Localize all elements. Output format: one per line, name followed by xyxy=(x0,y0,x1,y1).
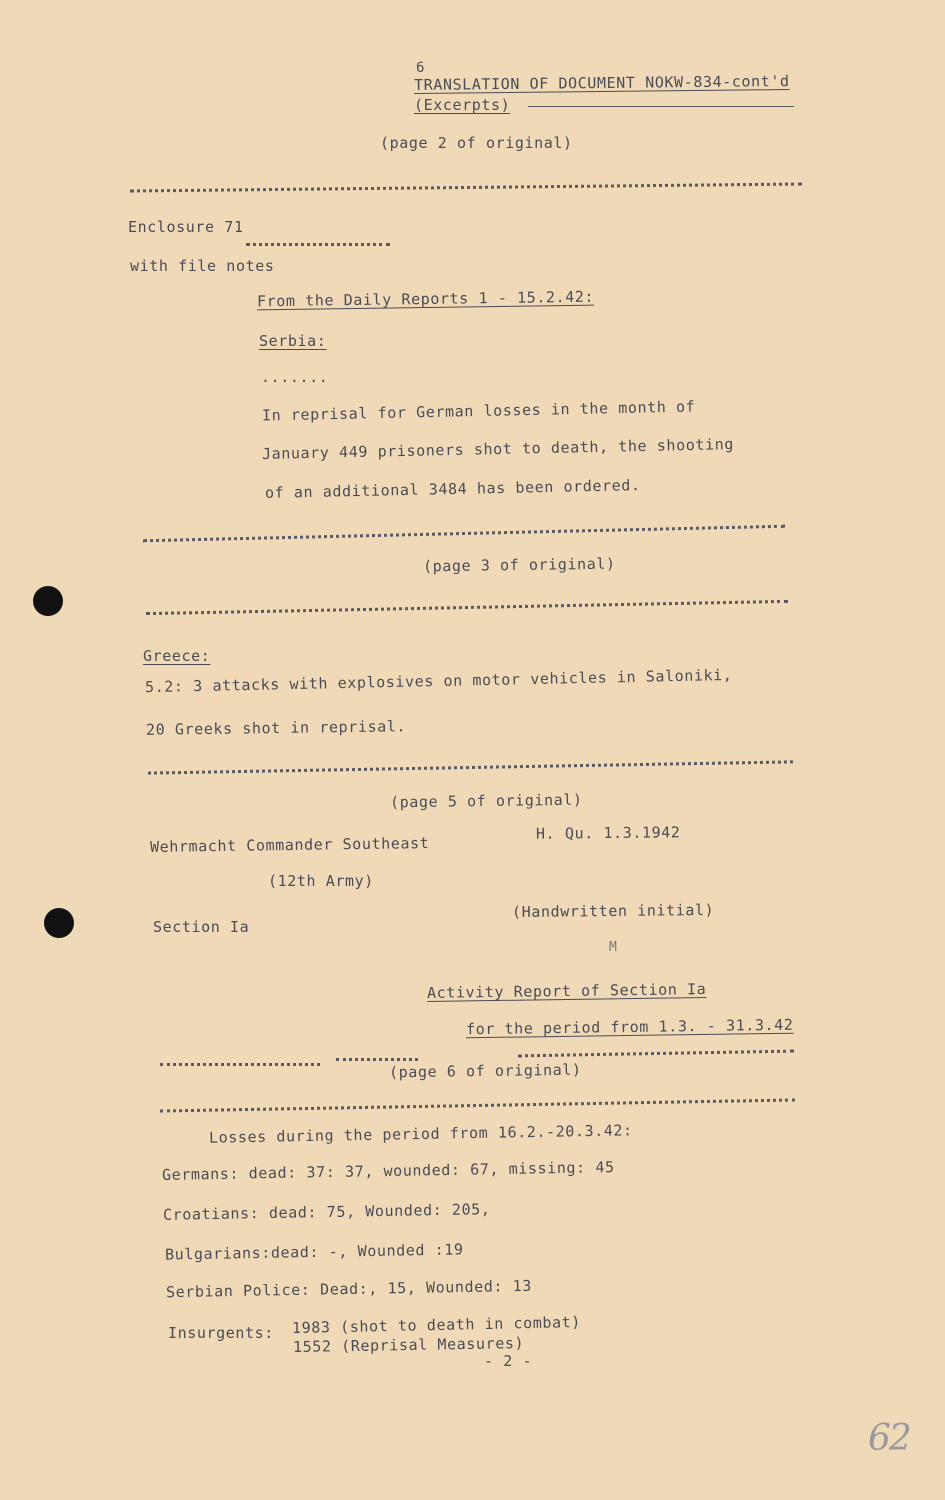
separator-6 xyxy=(160,1098,795,1112)
insurgents-line-1: 1983 (shot to death in combat) xyxy=(291,1312,582,1338)
enclosure-dots xyxy=(246,243,390,246)
loss-line-serbian-police: Serbian Police: Dead:, 15, Wounded: 13 xyxy=(165,1276,533,1302)
handwritten-page-number: 62 xyxy=(868,1418,910,1459)
greece-heading: Greece: xyxy=(143,647,211,665)
serbia-heading: Serbia: xyxy=(259,332,327,350)
punch-hole-top xyxy=(33,586,63,616)
section-label: Section Ia xyxy=(153,918,250,936)
separator-2 xyxy=(143,525,785,543)
header-page-number: 6 xyxy=(416,60,426,76)
serbia-line-1: In reprisal for German losses in the month of xyxy=(261,397,696,425)
separator-5b xyxy=(336,1058,418,1061)
enclosure-label: Enclosure 71 xyxy=(128,218,244,236)
loss-line-bulgarians: Bulgarians:dead: -, Wounded :19 xyxy=(164,1240,464,1264)
insurgents-line-2: 1552 (Reprisal Measures) xyxy=(292,1333,525,1357)
header-subtitle: (Excerpts) xyxy=(414,96,511,114)
file-notes-label: with file notes xyxy=(130,257,275,275)
page2-marker: (page 2 of original) xyxy=(380,134,573,152)
losses-heading: Losses during the period from 16.2.-20.3.42: xyxy=(208,1121,633,1147)
separator-1 xyxy=(130,182,802,192)
commander-label: Wehrmacht Commander Southeast xyxy=(149,834,430,856)
page3-marker: (page 3 of original) xyxy=(422,554,616,576)
separator-4 xyxy=(148,760,793,774)
handwritten-note: (Handwritten initial) xyxy=(511,900,715,922)
footer-page-number: - 2 - xyxy=(484,1352,533,1370)
loss-line-germans: Germans: dead: 37: 37, wounded: 67, missing: 45 xyxy=(161,1158,615,1184)
serbia-ellipsis: ....... xyxy=(261,368,329,386)
serbia-line-2: January 449 prisoners shot to death, the shooting xyxy=(261,435,735,463)
army-label: (12th Army) xyxy=(268,872,374,890)
separator-3 xyxy=(146,600,788,615)
page5-marker: (page 5 of original) xyxy=(389,790,583,812)
hq-date: H. Qu. 1.3.1942 xyxy=(535,823,681,843)
serbia-line-3: of an additional 3484 has been ordered. xyxy=(264,476,641,502)
greece-line-2: 20 Greeks shot in reprisal. xyxy=(145,717,407,739)
header-underline xyxy=(528,106,794,107)
insurgents-label: Insurgents: xyxy=(168,1324,274,1342)
header-title: TRANSLATION OF DOCUMENT NOKW-834-cont'd xyxy=(413,72,790,94)
activity-report-heading: Activity Report of Section Ia xyxy=(426,980,707,1002)
loss-line-croatians: Croatians: dead: 75, Wounded: 205, xyxy=(162,1200,491,1224)
separator-5c xyxy=(518,1050,794,1058)
daily-reports-heading: From the Daily Reports 1 - 15.2.42: xyxy=(256,287,595,311)
greece-line-1: 5.2: 3 attacks with explosives on motor vehicles in Saloniki, xyxy=(144,665,733,697)
period-heading: for the period from 1.3. - 31.3.42 xyxy=(465,1015,794,1039)
initial-mark: M xyxy=(609,940,618,955)
separator-5a xyxy=(160,1063,320,1066)
page6-marker: (page 6 of original) xyxy=(388,1060,582,1082)
punch-hole-bottom xyxy=(44,908,74,938)
